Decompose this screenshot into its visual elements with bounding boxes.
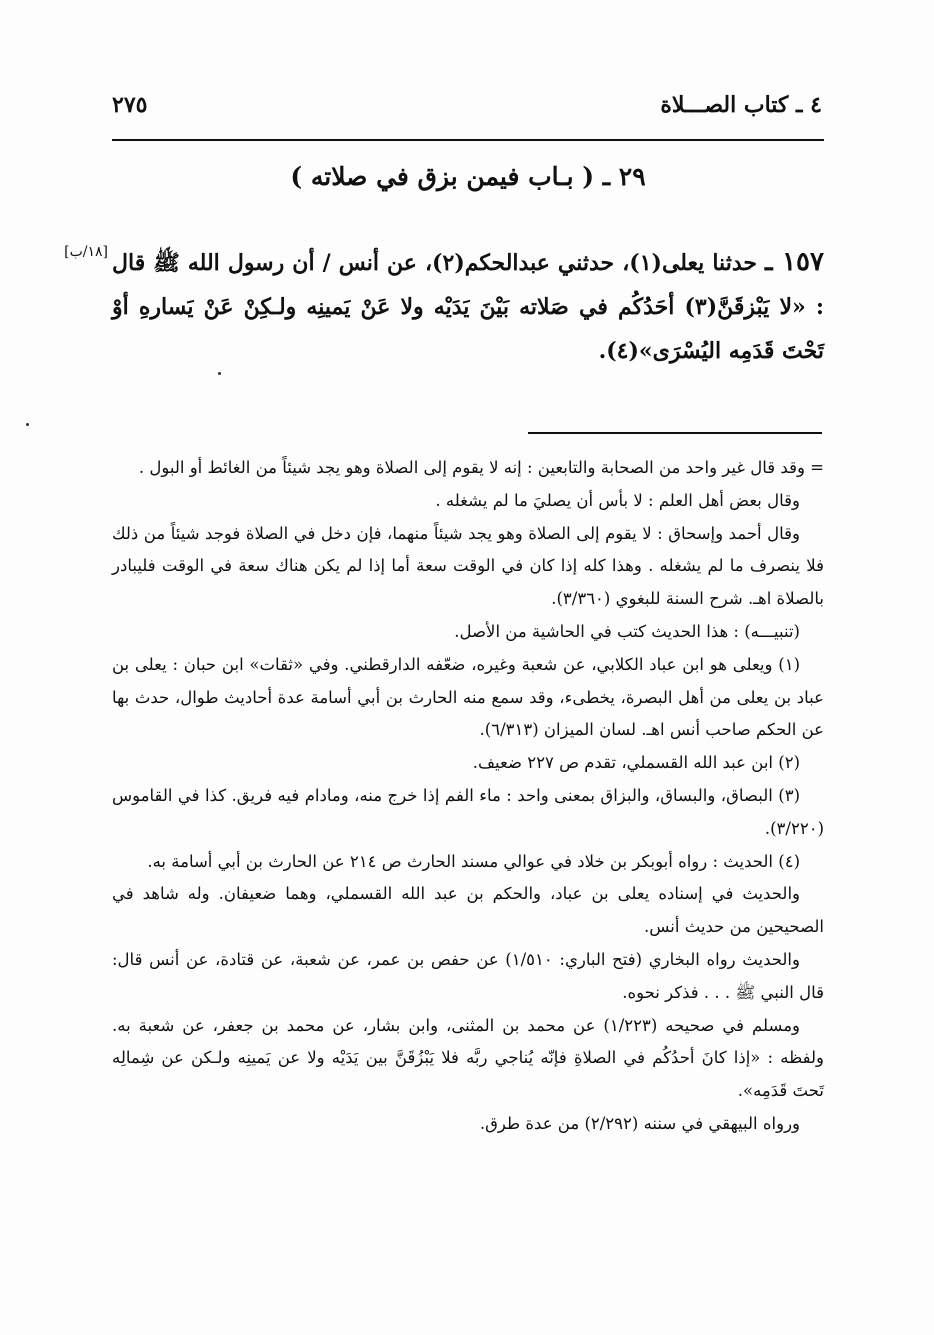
chapter-title: ٢٩ ـ ( بـاب فيمن بزق في صلاته ) (290, 162, 646, 191)
footnote-paragraph: ورواه البيهقي في سننه (٢/٢٩٢) من عدة طرق. (479, 1113, 800, 1133)
footnote-paragraph: وقال بعض أهل العلم : لا بأس أن يصليَ ما لم يشغله . (435, 490, 800, 510)
scan-speck (218, 372, 221, 375)
footnote-paragraph: (تنبيـــه) : هذا الحديث كتب في الحاشية من الأصل. (454, 621, 800, 641)
hadith-text-block (112, 240, 824, 373)
hadith-body: حدثنا يعلى(١)، حدثني عبدالحكم(٢)، عن أنس / أن رسول الله ﷺ قال : «لا يَبْزقَنَّ(٣) أحَدُكُم في صَلاته بَيْنَ يَدَيْه ولا عَنْ يَمينِه ولـكِنْ عَنْ يَسارهِ أوْ تَحْتَ قَدَمِه اليُسْرَى»(٤). (112, 250, 824, 364)
footnote-paragraph: والحديث في إسناده يعلى بن عباد، والحكم بن عبد الله القسملي، وهما ضعيفان. وله شاهد في الصحيحين من حديث أنس. (112, 884, 824, 937)
footnote-paragraph: (١) ويعلى هو ابن عباد الكلابي، عن شعبة وغيره، ضعّفه الدارقطني. وفي «ثقات» ابن حبان : يعلى بن عباد بن يعلى من أهل البصرة، يخطىء، وقد سمع منه الحارث بن أبي أسامة عدة أحاديث طوال، حدث بها عن الحكم صاحب أنس اهـ. لسان الميزان (٦/٣١٣). (112, 654, 824, 740)
book-title: ٤ ـ كتاب الصـــلاة (660, 92, 822, 118)
footnote-paragraph: (٣) البصاق، والبساق، والبزاق بمعنى واحد : ماء الفم إذا خرج منه، ومادام فيه فريق. كذا في القاموس (٣/٢٢٠). (112, 785, 824, 838)
footnote-paragraph: وقال أحمد وإسحاق : لا يقوم إلى الصلاة وهو يجد شيئاً منهما، فإن دخل في الصلاة فوجد شيئاً من ذلك فلا ينصرف ما لم يشغله . وهذا كله إذا كان في الوقت سعة أما إذا لم يكن هناك سعة في الوقت فليبادر بالصلاة اهـ. شرح السنة للبغوي (٣/٣٦٠). (112, 523, 824, 609)
footnote-paragraph: ومسلم في صحيحه (١/٢٢٣) عن محمد بن المثنى، وابن بشار، عن محمد بن جعفر، عن شعبة به. ولفظه : «إذا كانَ أحدُكُم في الصلاةِ فإنّه يُناجي ربَّه فلا يَبْزُقَنَّ بين يَدَيْه ولا عن يَمينِه ولـكن عن شِمالِه تَحتَ قَدَمِه». (112, 1015, 824, 1101)
manuscript-folio-marker: [١٨/ب] (64, 244, 108, 260)
footnote-paragraph: (٢) ابن عبد الله القسملي، تقدم ص ٢٢٧ ضعيف. (472, 753, 800, 773)
header-rule (112, 139, 824, 141)
scan-speck (26, 423, 29, 426)
footnote-separator (528, 432, 822, 434)
footnote-paragraph: = وقد قال غير واحد من الصحابة والتابعين : إنه لا يقوم إلى الصلاة وهو يجد شيئاً من الغائط أو البول . (138, 458, 824, 477)
hadith-number: ١٥٧ ـ (765, 247, 824, 277)
footnotes (112, 452, 824, 1141)
footnote-paragraph: (٤) الحديث : رواه أبوبكر بن خلاد في عوالي مسند الحارث ص ٢١٤ عن الحارث بن أبي أسامة به. (147, 851, 800, 871)
running-header (112, 92, 822, 122)
page-number: ٢٧٥ (112, 92, 148, 118)
footnote-paragraph: والحديث رواه البخاري (فتح الباري: ١/٥١٠) عن حفص بن عمر، عن شعبة، عن قتادة، عن أنس قال: قال النبي ﷺ . . . فذكر نحوه. (112, 949, 824, 1002)
